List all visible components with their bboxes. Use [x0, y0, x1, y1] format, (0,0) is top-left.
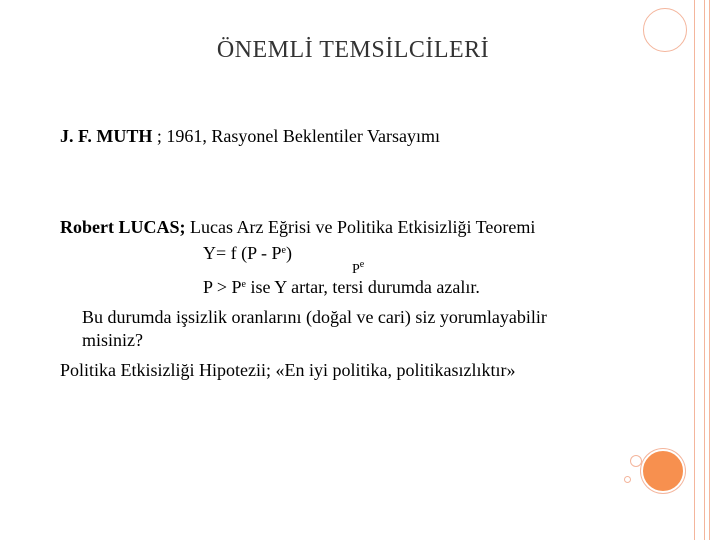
frame-line-middle [704, 0, 705, 540]
condition-rest: ise Y artar, tersi durumda azalır. [245, 277, 480, 297]
muth-name: J. F. MUTH [60, 126, 153, 146]
condition-lhs: P > P [203, 277, 242, 297]
equation-rhs: ) [285, 243, 292, 263]
equation-lhs: Y= f (P - P [203, 243, 282, 263]
question-line-1: Bu durumda işsizlik oranlarını (doğal ve cari) siz yorumlayabilir [82, 307, 547, 327]
supply-equation [203, 242, 292, 264]
muth-description: ; 1961, Rasyonel Beklentiler Varsayımı [152, 126, 440, 146]
decorative-circle-orange [641, 449, 685, 493]
decorative-circle-tiny [624, 476, 631, 483]
frame-line-left [694, 0, 695, 540]
question-line-2: misiniz? [82, 330, 143, 350]
expected-price-base: P [352, 262, 360, 277]
muth-line [60, 125, 440, 147]
decorative-circle-small [630, 455, 642, 467]
condition-superscript: e [241, 279, 246, 290]
condition-line [203, 276, 480, 298]
lucas-name: Robert LUCAS; [60, 217, 186, 237]
lucas-description: Lucas Arz Eğrisi ve Politika Etkisizliği Teoremi [185, 217, 536, 237]
equation-superscript: e [281, 245, 286, 256]
lucas-line [60, 216, 535, 238]
frame-line-right [709, 0, 710, 540]
hypothesis-line: Politika Etkisizliği Hipotezii; «En iyi politika, politikasızlıktır» [60, 360, 516, 380]
slide-title: ÖNEMLİ TEMSİLCİLERİ [216, 37, 490, 63]
expected-price-superscript: e [359, 259, 365, 270]
